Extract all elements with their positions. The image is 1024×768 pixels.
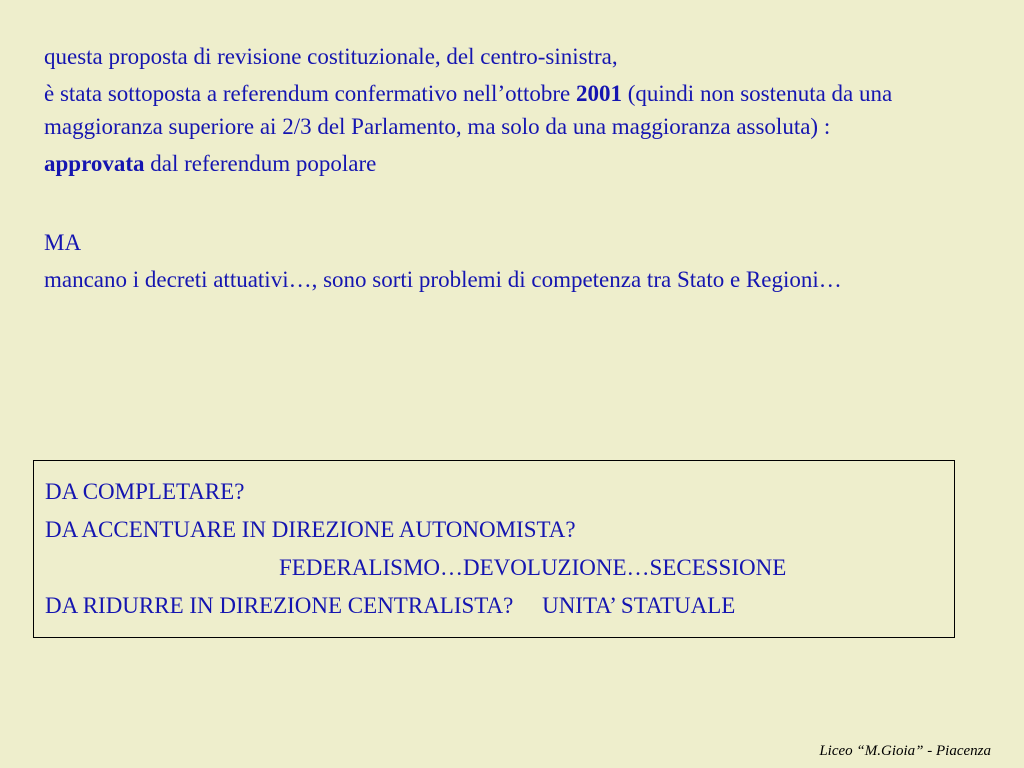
footer-school-name: Liceo “M.Gioia” - Piacenza <box>819 743 991 759</box>
autonomist-detail: FEDERALISMO…DEVOLUZIONE…SECESSIONE <box>279 555 787 580</box>
referendum-text-start: è stata sottoposta a referendum confermativo nell’ottobre <box>44 81 576 106</box>
question-autonomist: DA ACCENTUARE IN DIREZIONE AUTONOMISTA? <box>45 517 576 542</box>
question-centralist: DA RIDURRE IN DIREZIONE CENTRALISTA? UNITA’ STATUALE <box>45 593 736 618</box>
question-box <box>33 460 955 638</box>
approved-rest: dal referendum popolare <box>144 151 377 176</box>
approved-word: approvata <box>44 151 145 176</box>
spacer <box>44 184 974 226</box>
ma-line: MA <box>44 230 82 255</box>
slide-body <box>44 40 974 300</box>
referendum-text-end: (quindi non sostenuta da una maggioranza superiore ai 2/3 del Parlamento, ma solo da una maggioranza assoluta) : <box>44 81 893 139</box>
referendum-paragraph <box>44 77 974 143</box>
approved-line <box>44 147 974 180</box>
problems-line: mancano i decreti attuativi…, sono sorti problemi di competenza tra Stato e Regioni… <box>44 267 842 292</box>
referendum-year: 2001 <box>576 81 622 106</box>
intro-line: questa proposta di revisione costituzionale, del centro-sinistra, <box>44 44 618 69</box>
question-complete: DA COMPLETARE? <box>45 479 245 504</box>
